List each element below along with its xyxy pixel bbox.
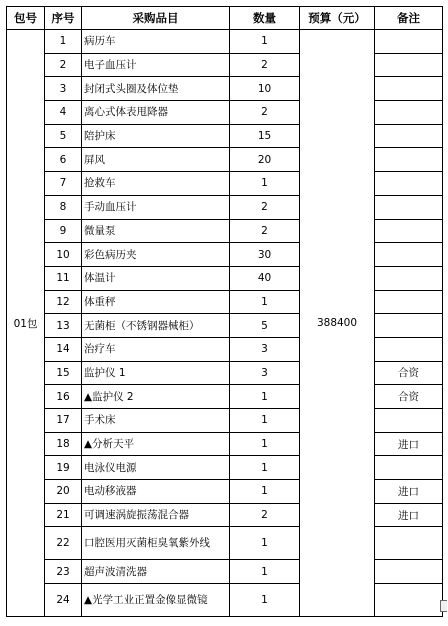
item-cell: 微量泵 [82, 219, 230, 243]
seq-cell: 18 [45, 432, 82, 456]
note-cell [375, 266, 443, 290]
seq-cell: 17 [45, 409, 82, 433]
table-row [7, 77, 443, 101]
seq-cell: 7 [45, 172, 82, 196]
table-row [7, 527, 443, 560]
seq-cell: 21 [45, 503, 82, 527]
seq-cell: 22 [45, 527, 82, 560]
seq-cell: 9 [45, 219, 82, 243]
budget-cell: 388400 [300, 30, 375, 617]
qty-cell: 15 [230, 124, 300, 148]
note-cell [375, 409, 443, 433]
seq-cell: 24 [45, 584, 82, 617]
qty-cell: 1 [230, 456, 300, 480]
qty-cell: 1 [230, 409, 300, 433]
note-cell [375, 77, 443, 101]
table-row [7, 409, 443, 433]
item-cell: 电泳仪电源 [82, 456, 230, 480]
note-cell: 进口 [375, 503, 443, 527]
note-cell [375, 337, 443, 361]
seq-cell: 15 [45, 361, 82, 385]
seq-cell: 10 [45, 243, 82, 267]
item-cell: 口腔医用灭菌柜臭氧紫外线 [82, 527, 230, 560]
qty-cell: 3 [230, 361, 300, 385]
qty-cell: 1 [230, 527, 300, 560]
table-row [7, 560, 443, 584]
qty-cell: 5 [230, 314, 300, 338]
item-cell: 体重秤 [82, 290, 230, 314]
qty-cell: 2 [230, 219, 300, 243]
header-qty: 数量 [230, 7, 300, 30]
header-package: 包号 [7, 7, 45, 30]
table-row [7, 290, 443, 314]
scroll-edge-marker [440, 600, 447, 612]
table-row [7, 456, 443, 480]
qty-cell: 40 [230, 266, 300, 290]
qty-cell: 1 [230, 560, 300, 584]
item-cell: 可调速涡旋振荡混合器 [82, 503, 230, 527]
item-cell: ▲光学工业正置金像显微镜 [82, 584, 230, 617]
seq-cell: 8 [45, 195, 82, 219]
item-cell: 电子血压计 [82, 53, 230, 77]
qty-cell: 1 [230, 584, 300, 617]
note-cell [375, 456, 443, 480]
note-cell [375, 584, 443, 617]
note-cell [375, 219, 443, 243]
table-row [7, 172, 443, 196]
qty-cell: 10 [230, 77, 300, 101]
qty-cell: 2 [230, 503, 300, 527]
note-cell [375, 243, 443, 267]
note-cell [375, 560, 443, 584]
note-cell: 合资 [375, 385, 443, 409]
seq-cell: 23 [45, 560, 82, 584]
item-cell: 手动血压计 [82, 195, 230, 219]
table-row [7, 195, 443, 219]
table-row [7, 219, 443, 243]
table-row [7, 314, 443, 338]
item-cell: 陪护床 [82, 124, 230, 148]
item-cell: ▲监护仪 2 [82, 385, 230, 409]
note-cell [375, 101, 443, 125]
item-cell: 监护仪 1 [82, 361, 230, 385]
item-cell: 超声波清洗器 [82, 560, 230, 584]
table-row [7, 243, 443, 267]
item-cell: ▲分析天平 [82, 432, 230, 456]
table-row [7, 584, 443, 617]
table-row [7, 148, 443, 172]
note-cell: 合资 [375, 361, 443, 385]
qty-cell: 20 [230, 148, 300, 172]
seq-cell: 2 [45, 53, 82, 77]
header-note: 备注 [375, 7, 443, 30]
item-cell: 无菌柜（不锈钢器械柜） [82, 314, 230, 338]
item-cell: 病历车 [82, 30, 230, 54]
seq-cell: 14 [45, 337, 82, 361]
table-row [7, 432, 443, 456]
seq-cell: 20 [45, 480, 82, 504]
note-cell [375, 290, 443, 314]
table-row [7, 480, 443, 504]
seq-cell: 11 [45, 266, 82, 290]
qty-cell: 2 [230, 53, 300, 77]
table-row [7, 337, 443, 361]
item-cell: 彩色病历夹 [82, 243, 230, 267]
qty-cell: 1 [230, 30, 300, 54]
header-item: 采购品目 [82, 7, 230, 30]
seq-cell: 16 [45, 385, 82, 409]
note-cell [375, 124, 443, 148]
seq-cell: 6 [45, 148, 82, 172]
item-cell: 电动移液器 [82, 480, 230, 504]
item-cell: 屏风 [82, 148, 230, 172]
item-cell: 体温计 [82, 266, 230, 290]
item-cell: 治疗车 [82, 337, 230, 361]
table-row [7, 361, 443, 385]
note-cell [375, 30, 443, 54]
header-seq: 序号 [45, 7, 82, 30]
table-row [7, 101, 443, 125]
table-row [7, 503, 443, 527]
qty-cell: 1 [230, 290, 300, 314]
qty-cell: 2 [230, 101, 300, 125]
seq-cell: 19 [45, 456, 82, 480]
seq-cell: 12 [45, 290, 82, 314]
item-cell: 离心式体表甩降器 [82, 101, 230, 125]
qty-cell: 2 [230, 195, 300, 219]
seq-cell: 1 [45, 30, 82, 54]
seq-cell: 13 [45, 314, 82, 338]
qty-cell: 1 [230, 480, 300, 504]
item-cell: 封闭式头圈及体位垫 [82, 77, 230, 101]
note-cell [375, 314, 443, 338]
table-row [7, 30, 443, 54]
note-cell [375, 53, 443, 77]
seq-cell: 4 [45, 101, 82, 125]
qty-cell: 1 [230, 172, 300, 196]
note-cell [375, 172, 443, 196]
qty-cell: 1 [230, 432, 300, 456]
procurement-table [6, 6, 443, 617]
note-cell: 进口 [375, 480, 443, 504]
item-cell: 手术床 [82, 409, 230, 433]
note-cell [375, 148, 443, 172]
table-body [7, 30, 443, 617]
item-cell: 抢救车 [82, 172, 230, 196]
seq-cell: 5 [45, 124, 82, 148]
table-row [7, 266, 443, 290]
package-cell: 01包 [7, 30, 45, 617]
header-budget: 预算（元） [300, 7, 375, 30]
note-cell [375, 527, 443, 560]
note-cell: 进口 [375, 432, 443, 456]
note-cell [375, 195, 443, 219]
table-row [7, 53, 443, 77]
qty-cell: 3 [230, 337, 300, 361]
qty-cell: 30 [230, 243, 300, 267]
seq-cell: 3 [45, 77, 82, 101]
qty-cell: 1 [230, 385, 300, 409]
table-row [7, 385, 443, 409]
header-row [7, 7, 443, 30]
table-row [7, 124, 443, 148]
